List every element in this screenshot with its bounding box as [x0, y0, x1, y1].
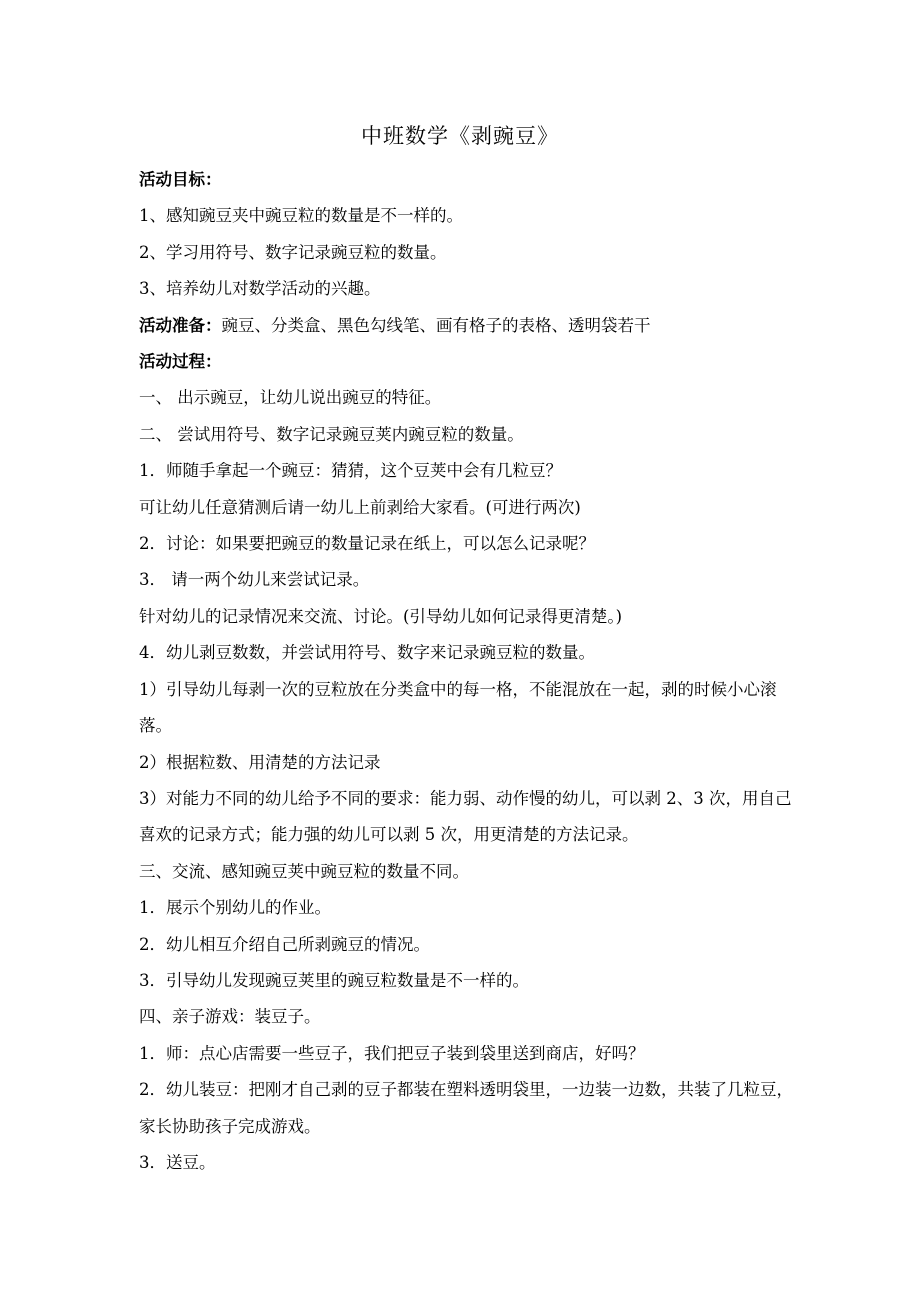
text-line: 3．引导幼儿发现豌豆荚里的豌豆粒数量是不一样的。	[139, 970, 529, 990]
text-line: 1、感知豌豆夹中豌豆粒的数量是不一样的。	[139, 206, 463, 226]
line-label: 活动准备：	[139, 315, 222, 335]
section-heading-text: 活动过程：	[139, 352, 222, 372]
text-line: 3． 请一两个幼儿来尝试记录。	[139, 570, 370, 590]
text-line: 二、 尝试用符号、数字记录豌豆荚内豌豆粒的数量。	[139, 424, 524, 444]
text-line: 3．送豆。	[139, 1152, 216, 1172]
text-line: 2、学习用符号、数字记录豌豆粒的数量。	[139, 242, 447, 262]
section-heading-text: 活动目标：	[139, 170, 222, 189]
text-line: 3、培养幼儿对数学活动的兴趣。	[139, 279, 381, 299]
text-line: 3）对能力不同的幼儿给予不同的要求：能力弱、动作慢的幼儿，可以剥 2、3 次，用自己喜欢的记录方式；能力强的幼儿可以剥 5 次，用更清楚的方法记录。	[139, 788, 792, 845]
document-title: 中班数学《剥豌豆》	[361, 124, 559, 148]
labeled-line	[139, 308, 794, 344]
text-line: 一、 出示豌豆，让幼儿说出豌豆的特征。	[139, 388, 442, 408]
text-line: 2）根据粒数、用清楚的方法记录	[139, 752, 381, 772]
text-line: 2．讨论：如果要把豌豆的数量记录在纸上，可以怎么记录呢？	[139, 534, 595, 554]
text-line: 三、交流、感知豌豆荚中豌豆粒的数量不同。	[139, 861, 469, 881]
text-line: 四、亲子游戏：装豆子。	[139, 1007, 321, 1027]
text-line: 4．幼儿剥豆数数，并尝试用符号、数字来记录豌豆粒的数量。	[139, 643, 595, 663]
text-line: 2．幼儿相互介绍自己所剥豌豆的情况。	[139, 934, 430, 954]
line-text: 豌豆、分类盒、黑色勾线笔、画有格子的表格、透明袋若干	[221, 315, 651, 335]
text-line: 1）引导幼儿每剥一次的豆粒放在分类盒中的每一格，不能混放在一起，剥的时候小心滚落。	[139, 679, 777, 736]
text-line: 1．展示个别幼儿的作业。	[139, 898, 331, 918]
text-line: 1．师：点心店需要一些豆子，我们把豆子装到袋里送到商店，好吗？	[139, 1043, 645, 1063]
text-line: 1．师随手拿起一个豌豆：猜猜，这个豆荚中会有几粒豆？	[139, 461, 562, 481]
document-body	[139, 162, 794, 1181]
text-line: 2．幼儿装豆：把刚才自己剥的豆子都装在塑料透明袋里，一边装一边数，共装了几粒豆，家长协助孩子完成游戏。	[139, 1080, 793, 1136]
section-heading	[139, 162, 794, 198]
text-line: 针对幼儿的记录情况来交流、讨论。(引导幼儿如何记录得更清楚。)	[139, 606, 623, 626]
section-heading	[139, 344, 794, 380]
text-line: 可让幼儿任意猜测后请一幼儿上前剥给大家看。(可进行两次)	[139, 497, 581, 517]
